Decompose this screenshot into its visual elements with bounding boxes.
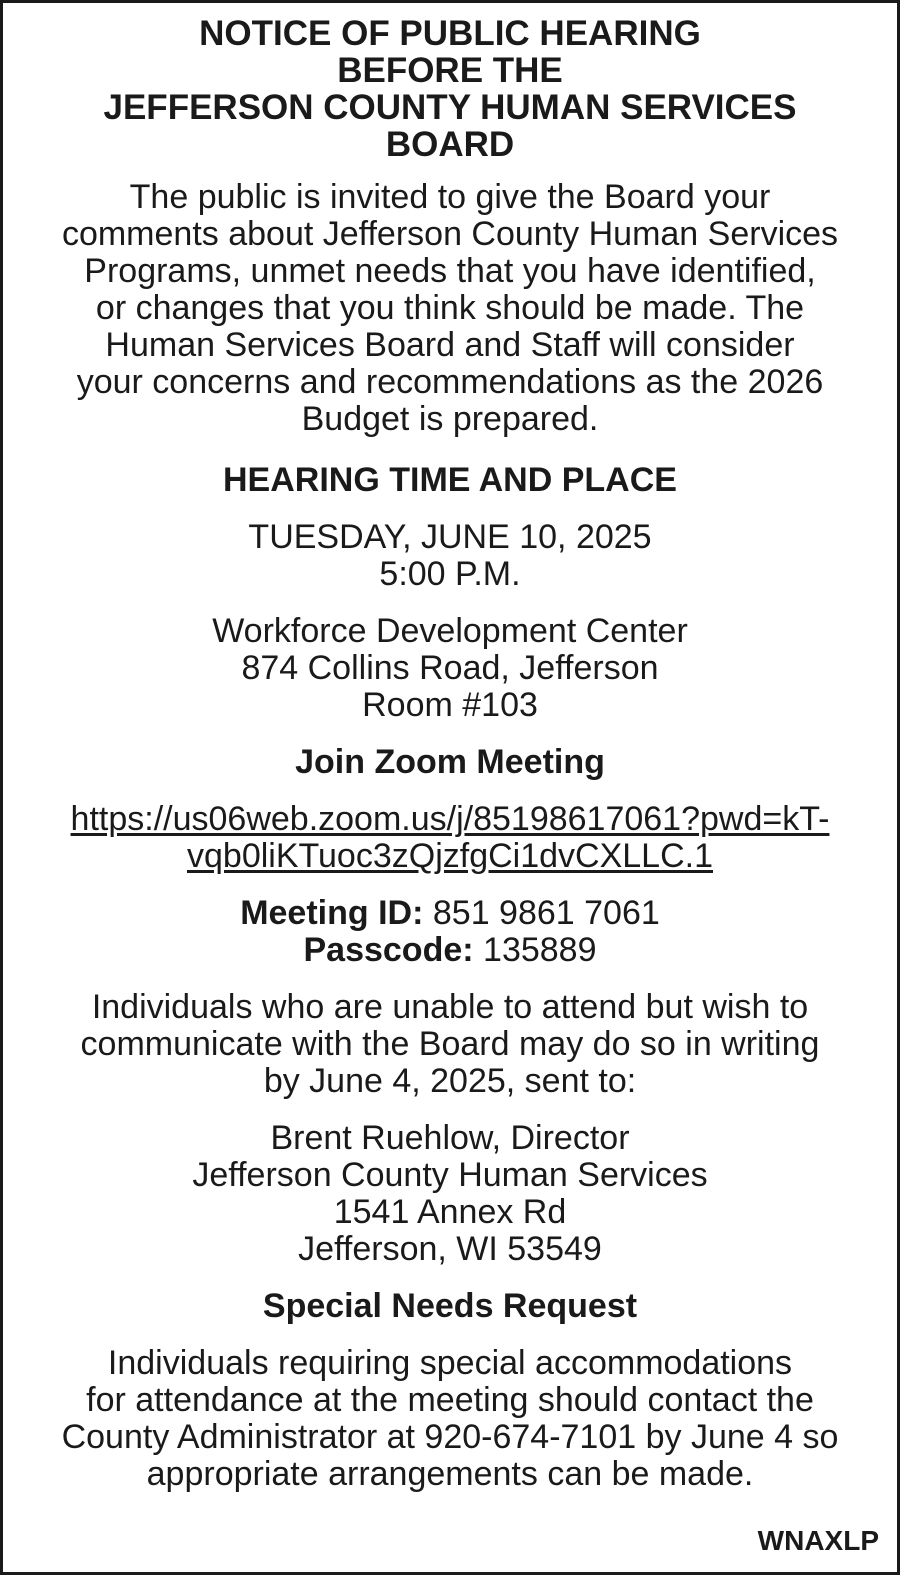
intro-line: or changes that you think should be made. The bbox=[95, 289, 805, 327]
notice-title bbox=[13, 15, 887, 163]
zoom-link-line: https://us06web.zoom.us/j/85198617061?pwd=kT- bbox=[70, 800, 830, 838]
passcode-value: 135889 bbox=[483, 931, 597, 969]
contact-line: Jefferson, WI 53549 bbox=[298, 1230, 602, 1268]
title-line: NOTICE OF PUBLIC HEARING bbox=[199, 14, 701, 53]
zoom-credentials bbox=[13, 895, 887, 969]
contact-line: 1541 Annex Rd bbox=[333, 1193, 567, 1231]
title-line: JEFFERSON COUNTY HUMAN SERVICES bbox=[103, 88, 797, 127]
hearing-room: Room #103 bbox=[362, 686, 538, 724]
special-needs-line: appropriate arrangements can be made. bbox=[146, 1455, 754, 1493]
title-line: BEFORE THE bbox=[337, 51, 563, 90]
zoom-link-line: vqb0liKTuoc3zQjzfgCi1dvCXLLC.1 bbox=[187, 837, 713, 875]
contact-line: Brent Ruehlow, Director bbox=[270, 1119, 630, 1157]
intro-line: Programs, unmet needs that you have identified, bbox=[84, 252, 816, 290]
written-line: Individuals who are unable to attend but wish to bbox=[91, 988, 809, 1026]
hearing-datetime bbox=[13, 519, 887, 593]
hearing-location bbox=[13, 613, 887, 724]
contact-address bbox=[13, 1120, 887, 1268]
title-line: BOARD bbox=[385, 125, 515, 164]
passcode-label: Passcode: bbox=[303, 931, 474, 969]
intro-line: your concerns and recommendations as the 2026 bbox=[76, 363, 824, 401]
intro-line: comments about Jefferson County Human Services bbox=[61, 215, 839, 253]
passcode-row bbox=[13, 932, 887, 969]
written-line: by June 4, 2025, sent to: bbox=[263, 1062, 637, 1100]
special-needs-line: Individuals requiring special accommodations bbox=[107, 1344, 793, 1382]
hearing-address: 874 Collins Road, Jefferson bbox=[241, 649, 659, 687]
special-needs-paragraph bbox=[13, 1345, 887, 1493]
intro-paragraph bbox=[13, 179, 887, 438]
intro-line: Budget is prepared. bbox=[301, 400, 599, 438]
written-comments-paragraph bbox=[13, 989, 887, 1100]
special-needs-line: for attendance at the meeting should contact the bbox=[86, 1381, 814, 1419]
zoom-link-block bbox=[13, 801, 887, 875]
hearing-time: 5:00 P.M. bbox=[379, 555, 521, 593]
zoom-heading: Join Zoom Meeting bbox=[295, 743, 605, 781]
publication-code: WNAXLP bbox=[757, 1525, 879, 1556]
meeting-id-label: Meeting ID: bbox=[240, 894, 424, 932]
special-needs-heading: Special Needs Request bbox=[262, 1287, 638, 1325]
written-line: communicate with the Board may do so in writing bbox=[80, 1025, 820, 1063]
hearing-venue: Workforce Development Center bbox=[212, 612, 688, 650]
special-needs-line: County Administrator at 920-674-7101 by June 4 so bbox=[61, 1418, 839, 1456]
hearing-heading: HEARING TIME AND PLACE bbox=[223, 461, 677, 499]
zoom-link[interactable] bbox=[13, 801, 887, 875]
meeting-id-value: 851 9861 7061 bbox=[432, 894, 660, 932]
intro-line: Human Services Board and Staff will consider bbox=[105, 326, 795, 364]
intro-line: The public is invited to give the Board your bbox=[129, 178, 771, 216]
hearing-date: TUESDAY, JUNE 10, 2025 bbox=[248, 518, 652, 556]
meeting-id-row bbox=[13, 895, 887, 932]
contact-line: Jefferson County Human Services bbox=[192, 1156, 708, 1194]
